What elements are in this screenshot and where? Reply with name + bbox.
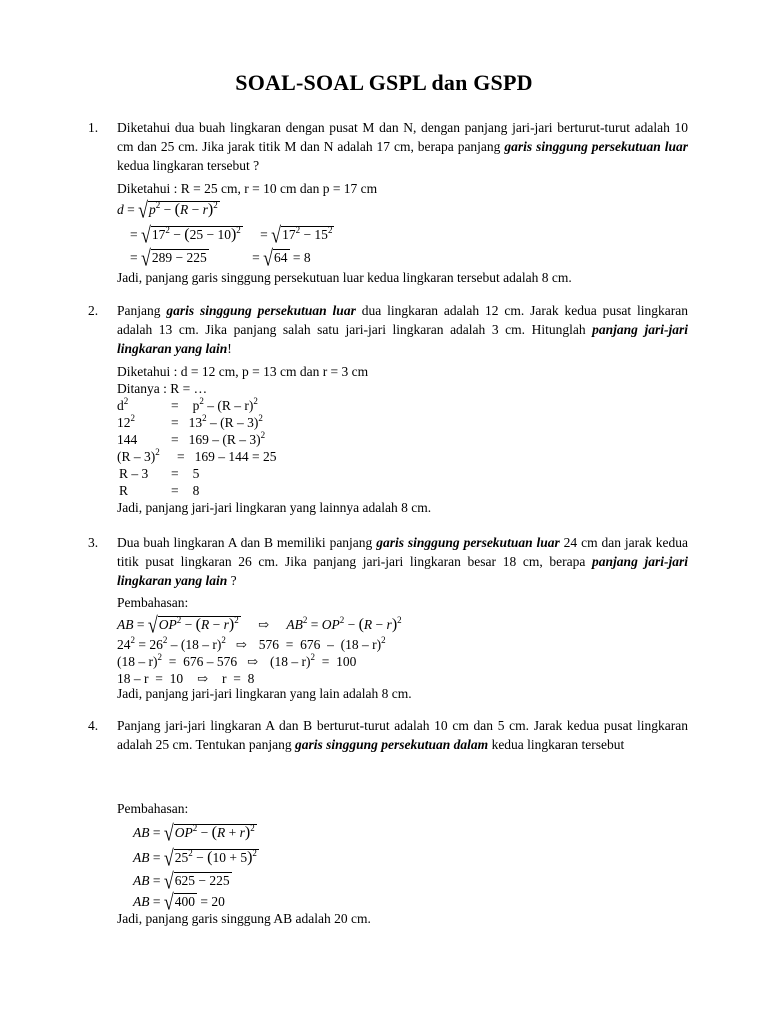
problem-2-number: 2. — [88, 303, 99, 318]
problem-2-step-2: $12^2 = 13^2 - (R - 3)^2$ — [117, 412, 263, 430]
problem-1-given: Diketahui : R = 25 cm, r = 10 cm dan p = 17 cm — [117, 181, 378, 196]
problem-4-conclusion: Jadi, panjang garis singgung AB adalah 20 cm. — [117, 911, 371, 926]
problem-4-text-end: kedua lingkaran tersebut — [488, 737, 625, 752]
problem-1-step-2: = √289 − 225 = √64 = 8 — [130, 245, 311, 271]
problem-2-conclusion: Jadi, panjang jari-jari lingkaran yang lainnya adalah 8 cm. — [117, 500, 432, 515]
problem-3-conclusion: Jadi, panjang jari-jari lingkaran yang lain adalah 8 cm. — [117, 686, 412, 701]
problem-1-question — [117, 118, 688, 175]
problem-2-step-5: R – 3 = 5 — [119, 466, 200, 481]
problem-2-text-mid: dua lingkaran adalah 12 cm. Jarak kedua pusat lingkaran adalah 13 cm. Jika panjang salah satu jari-jari lingkaran adalah 3 cm. Hitunglah — [117, 303, 688, 337]
problem-1-number: 1. — [88, 120, 99, 135]
problem-1-formula: $d = √p^2 - (R - r)^2$ — [117, 197, 218, 223]
problem-4-discussion-label: Pembahasan: — [117, 801, 189, 816]
problem-2-asked: Ditanya : R = … — [117, 381, 208, 396]
problem-2-question — [117, 301, 688, 358]
problem-1-conclusion: Jadi, panjang garis singgung persekutuan luar kedua lingkaran tersebut adalah 8 cm. — [117, 270, 572, 285]
problem-3-discussion-label: Pembahasan: — [117, 595, 189, 610]
problem-3-step-1: $24^2 = 26^2 - (18 - r)^2$ ⇨ 576 = 676 – (18 – r)$^2$ — [117, 634, 386, 652]
problem-3-text-mid: 24 cm dan jarak kedua titik pusat lingkaran 26 cm. Jika panjang jari-jari lingkaran besar 18 cm, berapa — [117, 535, 689, 569]
problem-4-text: Panjang jari-jari lingkaran A dan B berturut-turut adalah 10 cm dan 5 cm. Jarak kedua pusat lingkaran adalah 25 cm. Tentukan panjang — [117, 718, 688, 752]
problem-3-text: Dua buah lingkaran A dan B memiliki panjang — [117, 535, 377, 550]
problem-4-step-2: AB = √625 − 225 — [133, 868, 230, 894]
problem-4-step-1: AB = $√25^2 - (10 + 5)^2$ — [133, 845, 257, 871]
problem-3-step-2: (18 – r)$^2$ = 676 – 576 ⇨ (18 – r)$^2$ = 100 — [117, 651, 357, 669]
problem-1-step-1: = $√17^2 - (25 - 10)^2 = √17^2 - 15^2$ — [130, 222, 333, 248]
problem-3-emphasis-2: panjang jari-jari lingkaran yang lain — [117, 554, 688, 588]
problem-2-emphasis-2: panjang jari-jari lingkaran yang lain — [117, 322, 688, 356]
page-title: SOAL-SOAL GSPL dan GSPD — [235, 70, 533, 95]
problem-4-step-3: AB = √400 = 20 — [133, 889, 225, 915]
problem-2-given: Diketahui : d = 12 cm, p = 13 cm dan r = 3 cm — [117, 364, 369, 379]
problem-2-emphasis-1: garis singgung persekutuan luar — [166, 303, 356, 318]
problem-3-formula: AB = $√OP^2 - (R - r)^2$ ⇨ $AB^2 = OP^2 - (R - r)^2$ — [117, 612, 402, 638]
problem-2-step-4: (R – 3)$^2$ = 169 – 144 = 25 — [117, 446, 277, 464]
problem-2-step-6: R = 8 — [119, 483, 200, 498]
problem-2-step-3: 144 = 169 – (R – 3)$^2$ — [117, 429, 266, 447]
problem-4-number: 4. — [88, 718, 99, 733]
problem-3-question — [117, 533, 688, 590]
problem-4-emphasis: garis singgung persekutuan dalam — [295, 737, 489, 752]
problem-4-formula: AB = $√OP^2 - (R + r)^2$ — [133, 820, 255, 846]
problem-1-emphasis: garis singgung persekutuan luar — [504, 139, 688, 154]
problem-3-text-end: ? — [227, 573, 237, 588]
problem-2-step-1: $d^2 = p^2 - (R - r)^2$ — [117, 395, 258, 413]
problem-4-question — [117, 716, 688, 754]
problem-1-text: Diketahui dua buah lingkaran dengan pusat M dan N, dengan panjang jari-jari berturut-turut adalah 10 cm dan 25 cm. Jika jarak titik M dan N adalah 17 cm, berapa panjang — [117, 120, 688, 154]
problem-3-number: 3. — [88, 535, 99, 550]
problem-2-text: Panjang — [117, 303, 167, 318]
problem-3-step-3: 18 – r = 10 ⇨ r = 8 — [117, 671, 255, 686]
problem-3-emphasis-1: garis singgung persekutuan luar — [376, 535, 560, 550]
problem-1-text-end: kedua lingkaran tersebut ? — [117, 158, 260, 173]
problem-2-text-end: ! — [227, 341, 232, 356]
